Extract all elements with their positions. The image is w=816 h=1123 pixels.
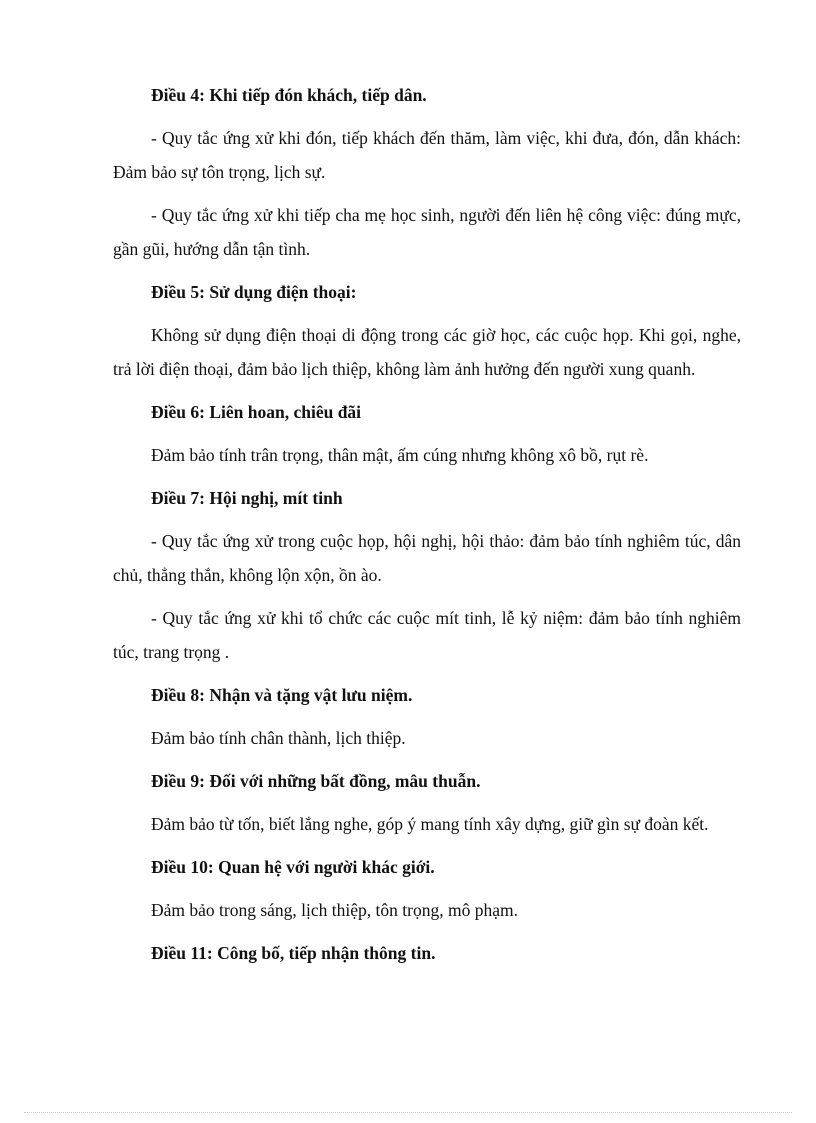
article-9-text: Đảm bảo từ tốn, biết lắng nghe, góp ý mang tính xây dựng, giữ gìn sự đoàn kết. <box>151 814 709 834</box>
document-body <box>113 78 741 979</box>
article-8-heading: Điều 8: Nhận và tặng vật lưu niệm. <box>151 685 413 705</box>
article-5-heading: Điều 5: Sử dụng điện thoại: <box>151 282 357 302</box>
article-11-heading: Điều 11: Công bố, tiếp nhận thông tin. <box>151 943 436 963</box>
article-6-heading: Điều 6: Liên hoan, chiêu đãi <box>151 402 362 422</box>
article-5-text: Không sử dụng điện thoại di động trong các giờ học, các cuộc họp. Khi gọi, nghe, trả lời điện thoại, đảm bảo lịch thiệp, không làm ảnh hưởng đến người xung quanh. <box>113 325 741 379</box>
page-bottom-divider <box>24 1112 792 1113</box>
article-7-clause-1: - Quy tắc ứng xử trong cuộc họp, hội nghị, hội thảo: đảm bảo tính nghiêm túc, dân chủ, thẳng thắn, không lộn xộn, ồn ào. <box>113 531 741 585</box>
article-8-text: Đảm bảo tính chân thành, lịch thiệp. <box>151 728 406 748</box>
article-7-heading: Điều 7: Hội nghị, mít tinh <box>151 488 343 508</box>
article-4-heading: Điều 4: Khi tiếp đón khách, tiếp dân. <box>151 85 427 105</box>
article-4-clause-2: - Quy tắc ứng xử khi tiếp cha mẹ học sinh, người đến liên hệ công việc: đúng mực, gần gũi, hướng dẫn tận tình. <box>113 205 741 259</box>
article-9-heading: Điều 9: Đối với những bất đồng, mâu thuẫn. <box>151 771 481 791</box>
article-4-clause-1: - Quy tắc ứng xử khi đón, tiếp khách đến thăm, làm việc, khi đưa, đón, dẫn khách: Đảm bảo sự tôn trọng, lịch sự. <box>113 128 741 182</box>
article-10-text: Đảm bảo trong sáng, lịch thiệp, tôn trọng, mô phạm. <box>151 900 518 920</box>
article-7-clause-2: - Quy tắc ứng xử khi tổ chức các cuộc mít tinh, lễ kỷ niệm: đảm bảo tính nghiêm túc, trang trọng . <box>113 608 741 662</box>
article-6-text: Đảm bảo tính trân trọng, thân mật, ấm cúng nhưng không xô bồ, rụt rè. <box>151 445 649 465</box>
article-10-heading: Điều 10: Quan hệ với người khác giới. <box>151 857 435 877</box>
